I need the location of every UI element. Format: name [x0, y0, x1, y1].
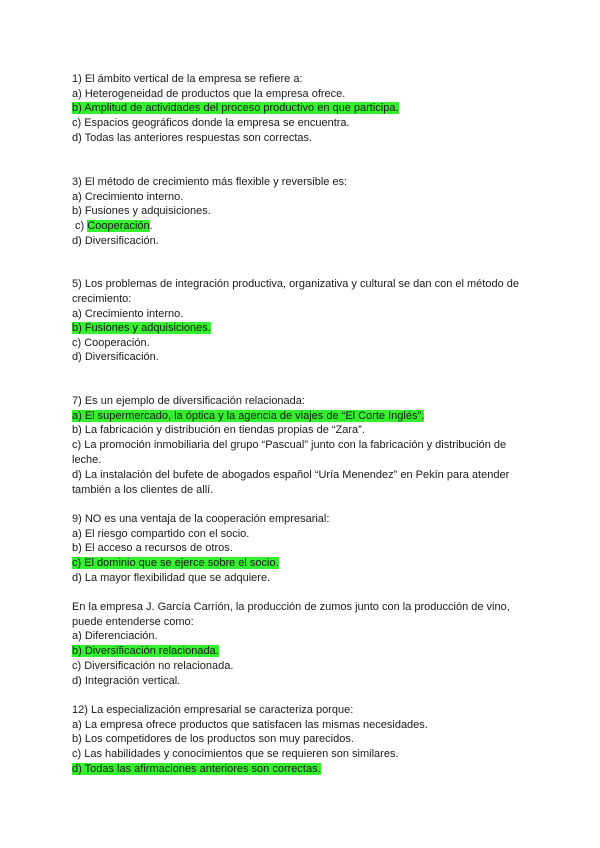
question-5-option-b-correct — [72, 321, 211, 335]
question-1-option-a: a) Heterogeneidad de productos que la empresa ofrece. — [72, 88, 346, 100]
question-5-text-cont: crecimiento: — [72, 293, 132, 305]
question-1-option-b-correct — [72, 101, 399, 115]
question-5-text: 5) Los problemas de integración productiva, organizativa y cultural se dan con el método de — [72, 278, 519, 290]
question-1-option-c: c) Espacios geográficos donde la empresa se encuentra. — [72, 117, 350, 129]
question-12-option-d-correct — [72, 762, 321, 776]
question-1-option-d: d) Todas las anteriores respuestas son correctas. — [72, 132, 313, 144]
correct-answer-highlight: b) Amplitud de actividades del proceso productivo en que participa. — [72, 102, 399, 114]
question-3-option-a: a) Crecimiento interno. — [72, 191, 184, 203]
option-prefix: c) — [72, 220, 88, 232]
question-12-option-a: a) La empresa ofrece productos que satisfacen las mismas necesidades. — [72, 719, 428, 731]
question-12-option-b: b) Los competidores de los productos son muy parecidos. — [72, 733, 354, 745]
question-9-text: 9) NO es una ventaja de la cooperación empresarial: — [72, 513, 330, 525]
correct-answer-highlight: c) El dominio que se ejerce sobre el socio. — [72, 557, 279, 569]
question-3-option-b: b) Fusiones y adquisiciones. — [72, 205, 211, 217]
question-7-option-c-cont: leche. — [72, 454, 102, 466]
correct-answer-highlight: b) Diversificación relacionada. — [72, 645, 219, 657]
question-garcia-option-b-correct — [72, 644, 219, 658]
question-7-option-c: c) La promoción inmobiliaria del grupo “Pascual” junto con la fabricación y distribución de — [72, 439, 507, 451]
question-5-option-a: a) Crecimiento interno. — [72, 308, 184, 320]
question-5-option-c: c) Cooperación. — [72, 337, 150, 349]
question-3-option-c-correct — [72, 219, 153, 233]
question-3-option-d: d) Diversificación. — [72, 235, 159, 247]
question-9-option-c-correct — [72, 556, 279, 570]
question-9-option-b: b) El acceso a recursos de otros. — [72, 542, 233, 554]
question-9-option-d: d) La mayor flexibilidad que se adquiere. — [72, 572, 271, 584]
correct-answer-highlight: Cooperación — [87, 220, 150, 232]
correct-answer-highlight: a) El supermercado, la óptica y la agencia de viajes de “El Corte Inglés”. — [72, 410, 425, 422]
question-7-option-a-correct — [72, 409, 424, 423]
question-garcia-text: En la empresa J. García Carrión, la producción de zumos junto con la producción de vino, — [72, 601, 510, 613]
question-12-text: 12) La especialización empresarial se caracteriza porque: — [72, 704, 354, 716]
question-3-text: 3) El método de crecimiento más flexible y reversible es: — [72, 176, 348, 188]
option-suffix: . — [149, 220, 153, 232]
correct-answer-highlight: d) Todas las afirmaciones anteriores son correctas. — [72, 763, 321, 775]
question-7-option-d: d) La instalación del bufete de abogados español “Uría Menendez” en Pekín para atender — [72, 469, 510, 481]
question-7-option-b: b) La fabricación y distribución en tiendas propias de “Zara”. — [72, 424, 365, 436]
question-9-option-a: a) El riesgo compartido con el socio. — [72, 528, 250, 540]
question-12-option-c: c) Las habilidades y conocimientos que se requieren son similares. — [72, 748, 399, 760]
correct-answer-highlight: b) Fusiones y adquisiciones. — [72, 322, 211, 334]
question-7-text: 7) Es un ejemplo de diversificación relacionada: — [72, 395, 305, 407]
question-7-option-d-cont: también a los clientes de allí. — [72, 484, 214, 496]
question-1-text: 1) El ámbito vertical de la empresa se refiere a: — [72, 73, 303, 85]
question-5-option-d: d) Diversificación. — [72, 351, 159, 363]
question-garcia-option-c: c) Diversificación no relacionada. — [72, 660, 234, 672]
question-garcia-option-a: a) Diferenciación. — [72, 630, 158, 642]
question-garcia-option-d: d) Integración vertical. — [72, 675, 181, 687]
question-garcia-text-cont: puede entenderse como: — [72, 616, 194, 628]
